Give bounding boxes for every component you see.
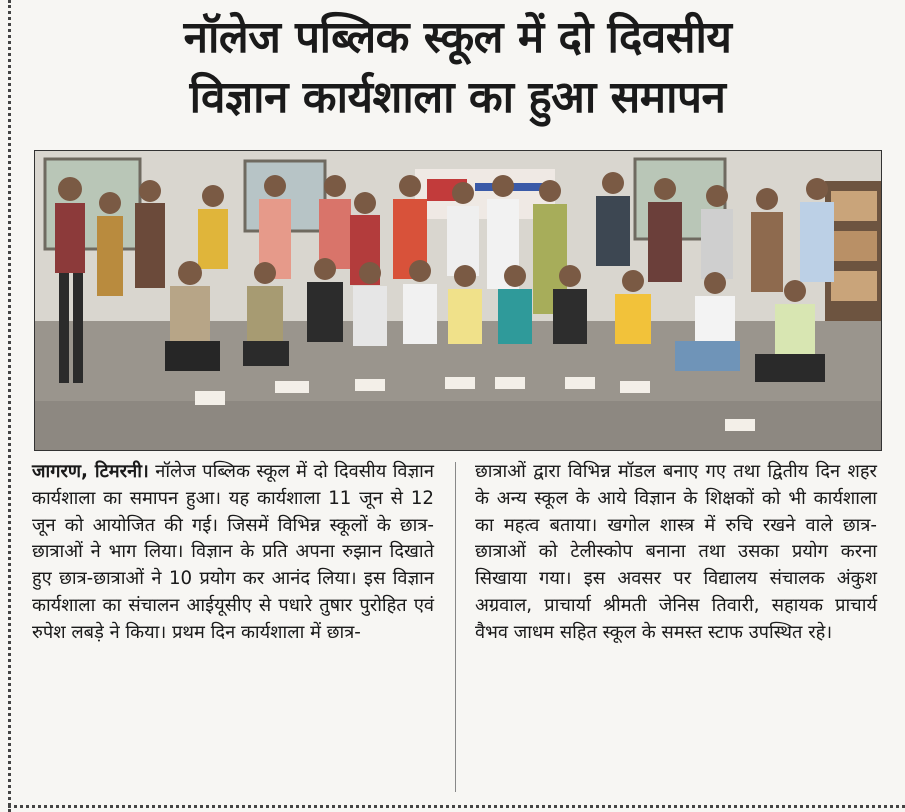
headline-line-2: विज्ञान कार्यशाला का हुआ समापन <box>189 72 726 123</box>
article-text-right: छात्राओं द्वारा विभिन्न मॉडल बनाए गए तथा द्वितीय दिन शहर के अन्य स्कूल के आये विज्ञान के शिक्षकों को भी कार्यशाला का महत्व बताया। खगोल शास्त्र में रुचि रखने वाले छात्र-छात्राओं को टेलीस्कोप बनाना तथा उसका प्रयोग करना सिखाया गया। इस अवसर पर विद्यालय संचालक अंकुश अग्रवाल, प्राचार्या श्रीमती जेनिस तिवारी, सहायक प्राचार्य वैभव जाधम सहित स्कूल के समस्त स्टाफ उपस्थित रहे। <box>475 461 877 643</box>
dateline: जागरण, टिमरनी। <box>32 461 149 482</box>
dotted-border-bottom <box>8 805 905 808</box>
headline-line-1: नॉलेज पब्लिक स्कूल में दो दिवसीय <box>183 12 732 63</box>
group-photo <box>34 150 882 451</box>
group-photo-illustration <box>35 151 882 451</box>
headline <box>30 8 885 128</box>
dotted-border-left <box>8 0 11 812</box>
article-column-right <box>475 459 877 647</box>
article-column-left <box>32 459 434 647</box>
column-divider <box>455 462 456 792</box>
article-text-left: नॉलेज पब्लिक स्कूल में दो दिवसीय विज्ञान कार्यशाला का समापन हुआ। यह कार्यशाला 11 जून से 12 जून को आयोजित की गई। जिसमें विभिन्न स्कूलों के छात्र-छात्राओं ने भाग लिया। विज्ञान के प्रति अपना रुझान दिखाते हुए छात्र-छात्राओं ने 10 प्रयोग कर आनंद लिया। इस विज्ञान कार्यशाला का संचालन आईयूसीए से पधारे तुषार पुरोहित एवं रुपेश लबड़े ने किया। प्रथम दिन कार्यशाला में छात्र- <box>32 461 434 643</box>
